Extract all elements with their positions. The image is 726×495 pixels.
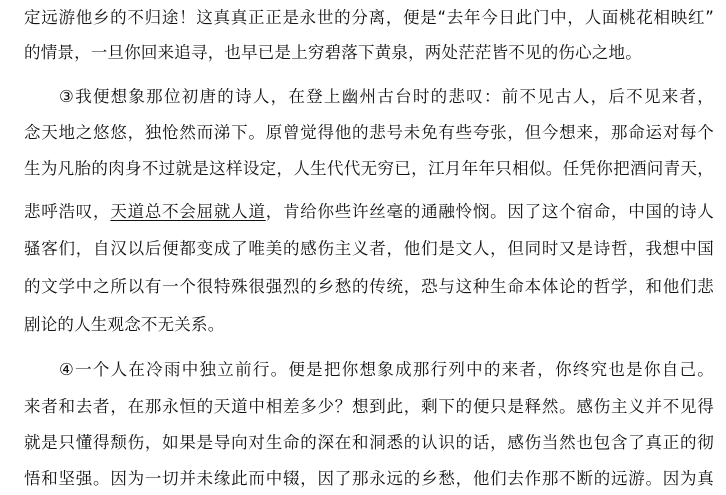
text-line-5: 生为凡胎的肉身不过就是这样设定，人生代代无穷已，江月年年只相似。任凭你把酒问青天， <box>24 159 714 178</box>
text-line-6 <box>24 197 714 227</box>
text-line-13: 悟和坚强。因为一切并未缘此而中辍，因了那永远的乡愁，他们去作那不断的远游。因为真 <box>24 469 714 488</box>
text-line-4: 念天地之悠悠，独怆然而涕下。原曾觉得他的悲号未免有些夸张，但今想来，那命运对每个 <box>24 123 714 142</box>
paragraph-4-line-1: ④一个人在冷雨中独立前行。便是把你想象成那行列中的来者，你终究也是你自己。 <box>59 360 714 379</box>
text-line-12: 就是只懂得颓伤，如果是导向对生命的深在和洞悉的认识的话，感伤当然也包含了真正的彻 <box>24 433 714 452</box>
text-line-2: 的情景，一旦你回来追寻，也早已是上穷碧落下黄泉，两处茫茫皆不见的伤心之地。 <box>24 43 642 62</box>
underlined-phrase: 天道总不会屈就人道 <box>110 202 266 221</box>
text-line-7: 骚客们，自汉以后便都变成了唯美的感伤主义者，他们是文人，但同时又是诗哲，我想中国 <box>24 239 714 258</box>
text-segment: ，肯给你些许丝毫的通融怜悯。因了这个宿命，中国的诗人 <box>265 202 714 221</box>
text-segment: 悲呼浩叹， <box>24 202 111 221</box>
text-line-9: 剧论的人生观念不无关系。 <box>24 315 225 334</box>
text-line-8: 的文学中之所以有一个很特殊很强烈的乡愁的传统，恐与这种生命本体论的哲学，和他们悲 <box>24 277 714 296</box>
text-line-11: 来者和去者，在那永恒的天道中相差多少？想到此，剩下的便只是释然。感伤主义并不见得 <box>24 397 714 416</box>
paragraph-3-line-1: ③我便想象那位初唐的诗人，在登上幽州古台时的悲叹：前不见古人，后不见来者， <box>59 87 714 106</box>
text-line-1: 定远游他乡的不归途！这真真正正是永世的分离，便是“去年今日此门中，人面桃花相映红” <box>24 8 714 27</box>
